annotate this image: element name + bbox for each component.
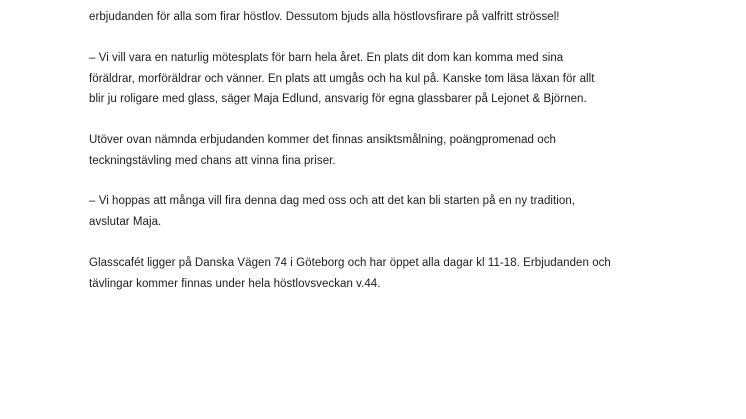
paragraph-activities	[89, 130, 689, 171]
text-line: tävlingar kommer finnas under hela höstlovsveckan v.44.	[89, 277, 381, 290]
paragraph-offers	[89, 7, 689, 28]
text-line: – Vi vill vara en naturlig mötesplats för barn hela året. En plats dit dom kan komma med sina	[89, 52, 564, 64]
text-line: föräldrar, morföräldrar och vänner. En plats att umgås och ha kul på. Kanske tom läsa läxan för allt	[89, 72, 595, 85]
text-line: – Vi hoppas att många vill fira denna dag med oss och att det kan bli starten på en ny tradition,	[89, 195, 576, 207]
text-line: erbjudanden för alla som firar höstlov. Dessutom bjuds alla höstlovsfirare på valfritt strössel!	[89, 11, 560, 23]
text-line: Glasscafét ligger på Danska Vägen 74 i Göteborg och har öppet alla dagar kl 11-18. Erbjudanden och	[89, 257, 611, 269]
text-line: teckningstävling med chans att vinna fina priser.	[89, 154, 336, 167]
paragraph-quote-tradition	[89, 191, 689, 232]
text-line: blir ju roligare med glass, säger Maja Edlund, ansvarig för egna glassbarer på Lejonet & Björnen.	[89, 93, 587, 105]
paragraph-location	[89, 253, 689, 294]
text-line: avslutar Maja.	[89, 215, 162, 228]
paragraph-quote-maja	[89, 48, 689, 110]
text-line: Utöver ovan nämnda erbjudanden kommer det finnas ansiktsmålning, poängpromenad och	[89, 134, 556, 146]
